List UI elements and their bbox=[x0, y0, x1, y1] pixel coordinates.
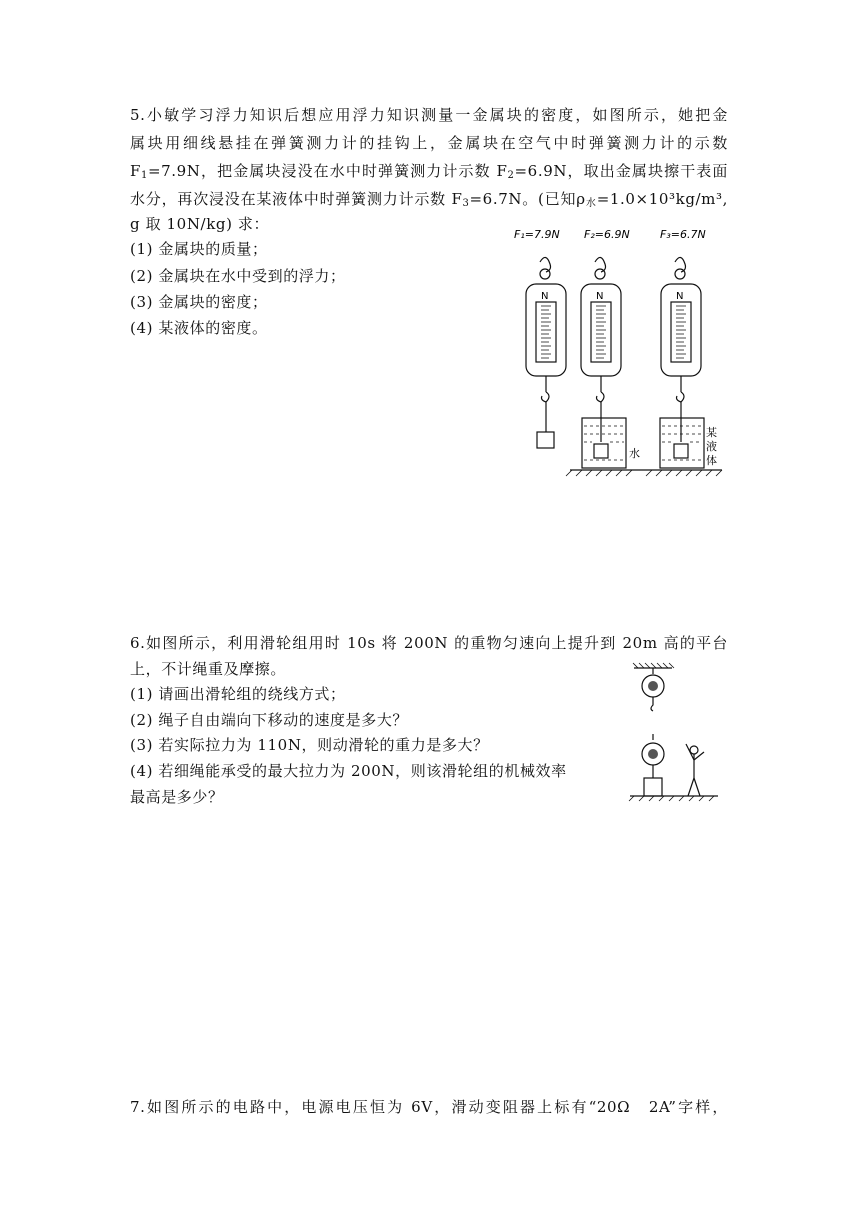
scale-n-1: N bbox=[541, 291, 549, 302]
liquid-label-2: 液 bbox=[706, 440, 717, 453]
q6-item-2: (2) 绳子自由端向下移动的速度是多大？ bbox=[130, 711, 409, 729]
spring-scale-1 bbox=[526, 257, 566, 448]
q7-line1: 7.如图所示的电路中，电源电压恒为 6V，滑动变阻器上标有“20Ω 2A”字样， bbox=[130, 1098, 728, 1116]
f2-label: F₂=6.9N bbox=[584, 228, 630, 241]
q5-line3: $F_1=7.9N$，把金属块浸没在水中时弹簧测力计示数 $F_2=6.9N$，取出金属块擦干表面 bbox=[130, 162, 728, 181]
q5-item-3: (3) 金属块的密度； bbox=[130, 293, 268, 311]
water-label: 水 bbox=[629, 447, 640, 460]
q5-line4: 水分，再次浸没在某液体中时弹簧测力计示数 $F_3=6.7N$。(已知$\rho_水=1.0\times 10^3kg/m^3$, bbox=[130, 190, 728, 209]
f1-label: F₁=7.9N bbox=[514, 228, 560, 241]
f3-label: F₃=6.7N bbox=[660, 228, 706, 241]
q5-line5: g 取 10N/kg) 求： bbox=[130, 215, 270, 233]
scale-n-3: N bbox=[676, 291, 684, 302]
q6-item-3: (3) 若实际拉力为 110N，则动滑轮的重力是多大？ bbox=[130, 736, 489, 754]
q6-item-4: (4) 若细绳能承受的最大拉力为 200N，则该滑轮组的机械效率 bbox=[130, 762, 567, 780]
q6-item-4-cont: 最高是多少？ bbox=[130, 788, 224, 806]
scale-n-2: N bbox=[596, 291, 604, 302]
q5-item-1: (1) 金属块的质量； bbox=[130, 240, 268, 258]
liquid-label-1: 某 bbox=[706, 426, 717, 439]
q5-item-2: (2) 金属块在水中受到的浮力； bbox=[130, 267, 346, 285]
q5-line1: 5.小敏学习浮力知识后想应用浮力知识测量一金属块的密度，如图所示，她把金 bbox=[130, 106, 728, 124]
q5-item-4: (4) 某液体的密度。 bbox=[130, 319, 268, 337]
spring-scale-2 bbox=[581, 257, 626, 468]
spring-scale-figure bbox=[510, 222, 730, 482]
spring-scale-3 bbox=[660, 257, 704, 468]
q6-line1: 6.如图所示，利用滑轮组用时 10s 将 200N 的重物匀速向上提升到 20m 高的平台 bbox=[130, 634, 728, 652]
q6-item-1: (1) 请画出滑轮组的绕线方式； bbox=[130, 685, 346, 703]
pulley-figure bbox=[624, 660, 724, 805]
q6-line2: 上，不计绳重及摩擦。 bbox=[130, 660, 287, 678]
liquid-label-3: 体 bbox=[706, 454, 717, 467]
q5-line2: 属块用细线悬挂在弹簧测力计的挂钩上，金属块在空气中时弹簧测力计的示数 bbox=[130, 134, 728, 152]
